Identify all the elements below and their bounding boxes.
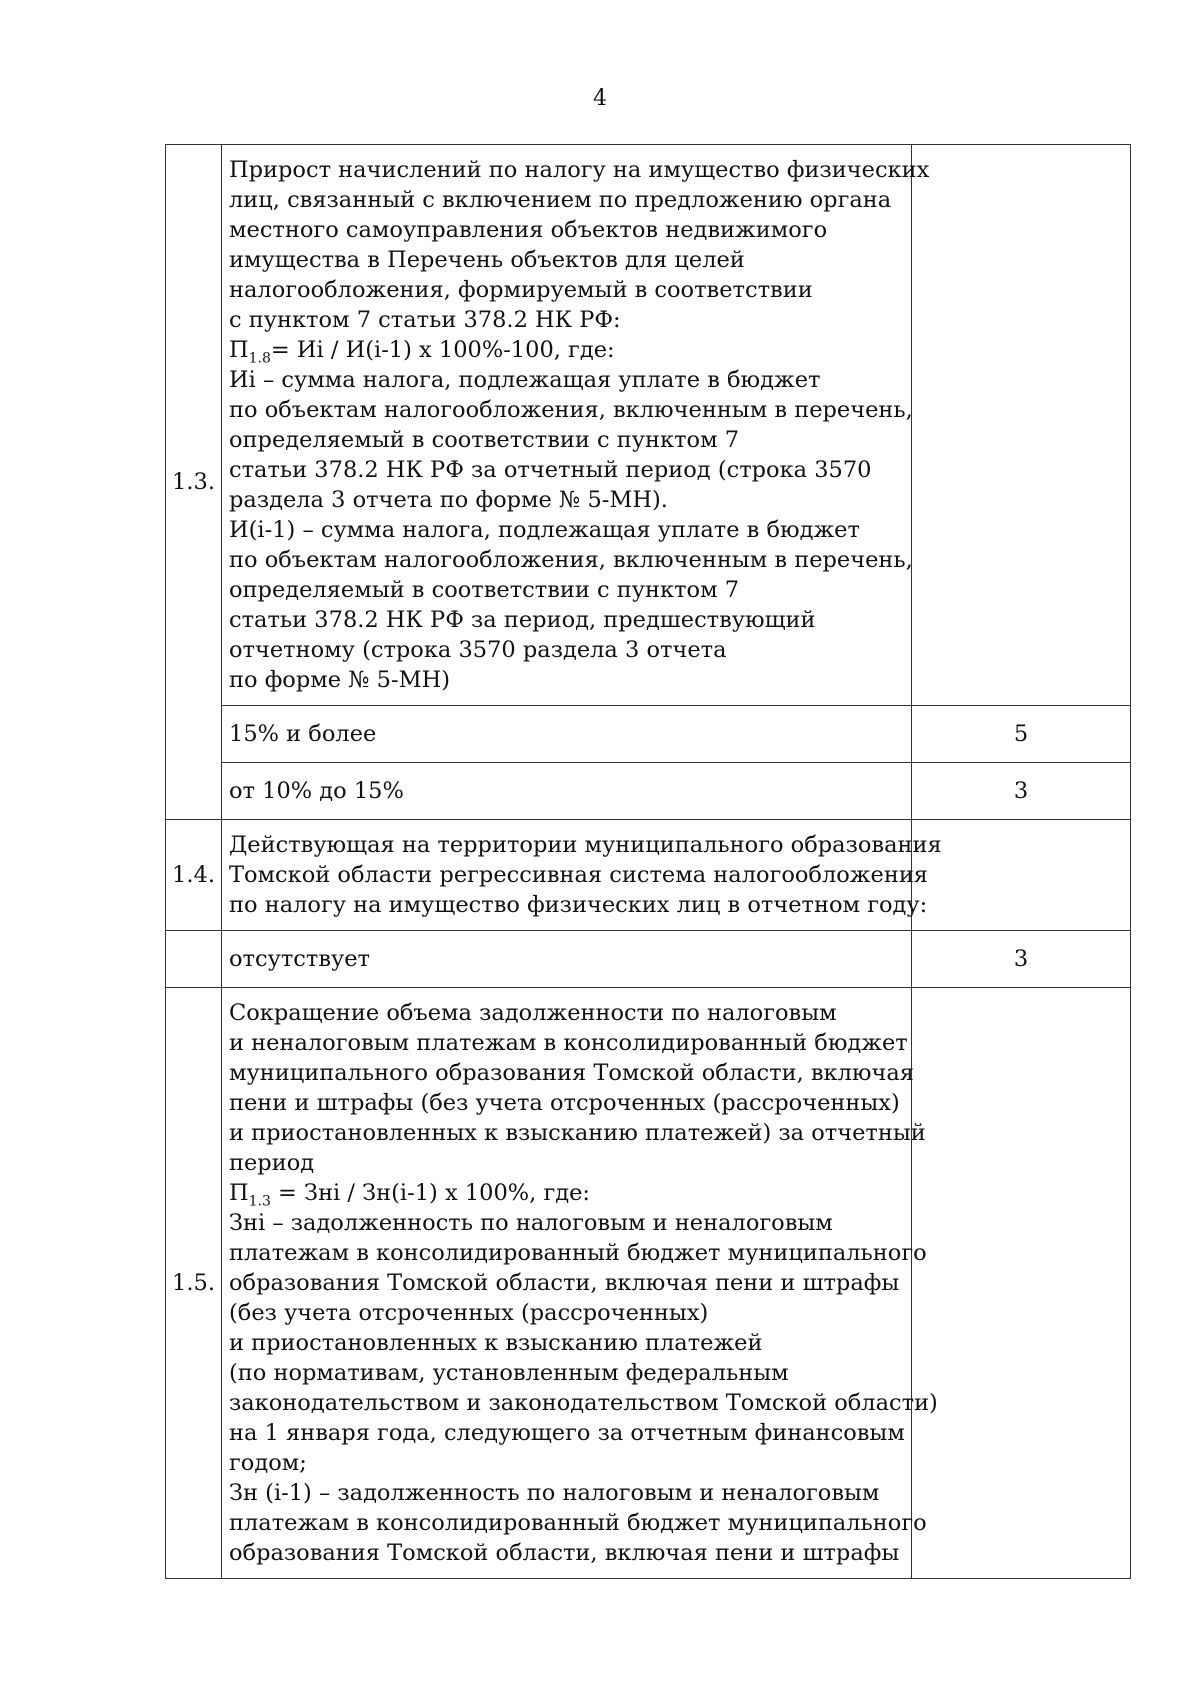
text-line: платежам в консолидированный бюджет муниципального [229, 1240, 927, 1266]
text-line: муниципального образования Томской области, включая [229, 1060, 914, 1086]
text-line: Сокращение объема задолженности по налоговым [229, 1000, 837, 1026]
text-line: (по нормативам, установленным федеральным [229, 1360, 789, 1386]
row-number-empty [166, 931, 222, 988]
table-row [166, 763, 1131, 820]
text-line: пени и штрафы (без учета отсроченных (рассроченных) [229, 1090, 900, 1116]
row-number: 1.4. [166, 820, 222, 931]
score-cell [912, 988, 1131, 1579]
option-label: от 10% до 15% [222, 763, 912, 820]
text-line: Томской области регрессивная система налогообложения [229, 862, 929, 888]
option-score: 3 [912, 763, 1131, 820]
criterion-text [222, 820, 942, 931]
page-number: 4 [593, 86, 607, 111]
text-line: по налогу на имущество физических лиц в отчетном году: [229, 892, 928, 918]
text-line: период [229, 1150, 315, 1176]
text-line: законодательством и законодательством Томской области) [229, 1390, 938, 1416]
text-line: Действующая на территории муниципального образования [229, 832, 942, 858]
text-line: раздела 3 отчета по форме № 5-МН). [229, 487, 668, 513]
table-row [166, 931, 1131, 988]
text-line: образования Томской области, включая пени и штрафы [229, 1270, 900, 1296]
option-score: 5 [912, 706, 1131, 763]
text-line: Зні – задолженность по налоговым и неналоговым [229, 1210, 833, 1236]
option-label: 15% и более [222, 706, 912, 763]
text-line: на 1 января года, следующего за отчетным финансовым [229, 1420, 905, 1446]
text-line: отчетному (строка 3570 раздела 3 отчета [229, 637, 727, 663]
text-line: статьи 378.2 НК РФ за период, предшествующий [229, 607, 816, 633]
text-line: (без учета отсроченных (рассроченных) [229, 1300, 709, 1326]
text-line: Зн (i-1) – задолженность по налоговым и неналоговым [229, 1480, 880, 1506]
text-line: статьи 378.2 НК РФ за отчетный период (строка 3570 [229, 457, 872, 483]
text-line: налогообложения, формируемый в соответствии [229, 277, 813, 303]
text-line: и приостановленных к взысканию платежей) за отчетный [229, 1120, 926, 1146]
text-line: Иi – сумма налога, подлежащая уплате в бюджет [229, 367, 821, 393]
text-line: И(i-1) – сумма налога, подлежащая уплате в бюджет [229, 517, 860, 543]
text-line: с пунктом 7 статьи 378.2 НК РФ: [229, 307, 621, 333]
text-line: по объектам налогообложения, включенным в перечень, [229, 397, 913, 423]
formula: $П_{1.8}=$ Иi / И(i-1) х 100%-100, где: [229, 337, 615, 367]
text-line: лиц, связанный с включением по предложению органа [229, 187, 892, 213]
table-row [166, 988, 1131, 1579]
text-line: местного самоуправления объектов недвижимого [229, 217, 828, 243]
score-cell [912, 820, 1131, 931]
text-line: определяемый в соответствии с пунктом 7 [229, 577, 740, 603]
text-line: годом; [229, 1450, 307, 1476]
option-label: отсутствует [222, 931, 912, 988]
criteria-table [165, 144, 1131, 1579]
formula: $П_{1.3}$ = Зні / Зн(i-1) х 100%, где: [229, 1180, 590, 1210]
text-line: образования Томской области, включая пени и штрафы [229, 1540, 900, 1566]
table-row [166, 706, 1131, 763]
text-line: платежам в консолидированный бюджет муниципального [229, 1510, 927, 1536]
text-line: по объектам налогообложения, включенным в перечень, [229, 547, 913, 573]
row-number: 1.5. [166, 988, 222, 1579]
text-line: имущества в Перечень объектов для целей [229, 247, 745, 273]
text-line: и неналоговым платежам в консолидированный бюджет [229, 1030, 908, 1056]
table-row [166, 145, 1131, 706]
text-line: по форме № 5-МН) [229, 667, 451, 693]
row-number: 1.3. [166, 145, 222, 820]
score-cell [912, 145, 1131, 706]
table-row [166, 820, 1131, 931]
text-line: определяемый в соответствии с пунктом 7 [229, 427, 740, 453]
option-score: 3 [912, 931, 1131, 988]
text-line: и приостановленных к взысканию платежей [229, 1330, 763, 1356]
criterion-text [222, 988, 938, 1579]
criterion-text [222, 145, 930, 706]
text-line: Прирост начислений по налогу на имущество физических [229, 157, 930, 183]
